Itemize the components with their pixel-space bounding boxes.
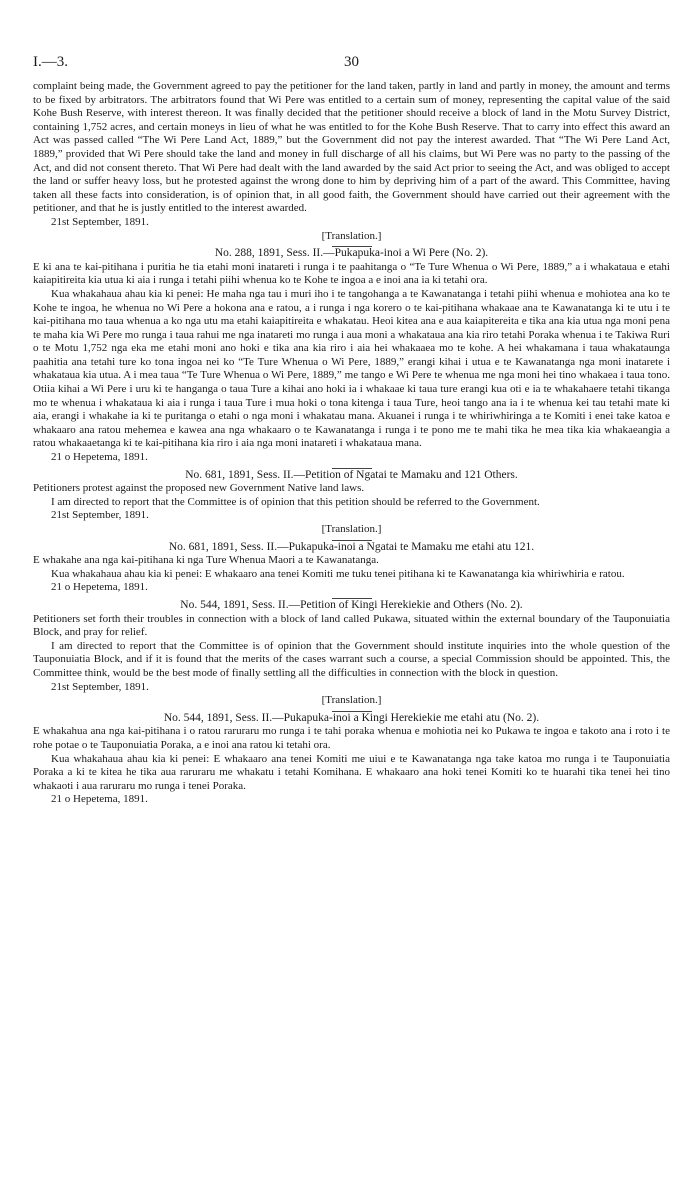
body-paragraph: E whakahe ana nga kai-pitihana ki nga Ture Whenua Maori a te Kawanatanga.	[33, 554, 379, 567]
body-paragraph: complaint being made, the Government agreed to pay the petitioner for the land taken, partly in land and partly in money, the amount and terms to be fixed by arbitrators. The arbitrators found that Wi Pere was entitled to a certain sum of money, representing the capital value of the said Kohe Bush Reserve, with interest thereon. It was finally decided that the petitioner should receive a block of land in the Motu Survey District, containing 1,752 acres, and certain moneys in lieu of what he was entitled to for the Kohe Bush Reserve. That to carry into effect this award an Act was passed called “The Wi Pere Land Act, 1889,” but the Government did not pay the interest awarded. That “The Wi Pere Land Act, 1889,” provided that Wi Pere should take the land and money in full discharge of all his claims, but Wi Pere was no party to the passing of the Act, and did not consent thereto. That Wi Pere had dealt with the land awarded by the said Act prior to seeing the Act, and was obliged to accept the land or suffer heavy loss, but he protested against the wrong done to him by depriving him of a part of the award. This Committee, having taken all these facts into consideration, is of opinion that, in all good faith, the Government should have carried out their agreement with the petitioner, and that he is justly entitled to the interest awarded.	[33, 80, 670, 215]
body-paragraph: Kua whakahaua ahau kia ki penei: E whakaaro ana tenei Komiti me tuku tenei pitihana ki te Kawanatanga kia whiriwhiria e ratou.	[51, 567, 625, 580]
date-line: 21 o Hepetema, 1891.	[51, 581, 148, 594]
section-heading: No. 288, 1891, Sess. II.—Pukapuka-inoi a Wi Pere (No. 2).	[214, 247, 489, 260]
body-paragraph: Petitioners protest against the proposed new Government Native land laws.	[33, 482, 365, 495]
body-paragraph: Kua whakahaua ahau kia ki penei: He maha nga tau i muri iho i te tangohanga a te Kawanatanga i tetahi piihi whenua e mohiotea ana ko te Kohe te ingoa, he whenua no Wi Pere a hokona ana e ratou, a i runga i nga korero o te kai-pitihana whakaae ana te Kawanatanga ki te utu i te kai-pitihana mo taua whenua a ko nga utu ma etahi kaiapitireita e whakatau. Heoi kitea ana e aua kaiapitereita e tika ana kia utua nga moni pena te maha kia Wi Pere mo runga i taua rahui me nga inatareti mo runga i aua moni a whakataua ana kia riro tetahi Poraka whenua i te Takiwa Ruri o te Motu 1,752 nga eka me etahi moni ano hoki e tika ana kia riro i aia hei whakaaea mo te kohe. A hei whakamana i taua whakataunga paahitia ana tetahi ture ko tona ingoa nei ko “Te Ture Whenua o Wi Pere, 1889,” erangi kihai i utua e te Kawanatanga nga moni inatarete i whakataua kia utua. A i mea taua “Te Ture Whenua o Wi Pere, 1889,” me tango e Wi Pere te whenua me nga moni hei tino whakaea i taua tono. Otiia kihai a Wi Pere i uru ki te hanganga o taua Ture a kihai ano hoki ia i whakaae ki taua ture erangi kua oti e ia te whakahaere tetahi tikanga mo te whenua i whakataua ki aia i runga i taua Ture i mua hoki o tona kitenga i taua Ture, heoi tango ana ia i te whenua kei tau tetahi mate ki aia, erangi i whakahe ia ki te puritanga o etahi o nga moni i whakatau mana. Akuanei i runga i te whiriwhiringa a te Komiti i enei take katoa e whakaaro ana ratou mehemea e kawea ana nga whakaaro o te Kawanatanga i runga i te pono me te mahi tika he mea tika kia whakaeangia a ratou whakaaetanga ki te kai-pitihana kia riro i aia nga moni inatareti i whakataua mana.	[33, 287, 670, 450]
date-line: 21st September, 1891.	[51, 215, 149, 228]
section-heading: No. 544, 1891, Sess. II.—Pukapuka-inoi a Kingi Herekiekie me etahi atu (No. 2).	[163, 711, 540, 724]
body-paragraph: Petitioners set forth their troubles in connection with a block of land called Pukawa, situated within the external boundary of the Tauponuiatia Block, and pray for relief.	[33, 612, 670, 639]
date-line: 21st September, 1891.	[51, 680, 149, 693]
section-heading: No. 681, 1891, Sess. II.—Petition of Ngatai te Mamaku and 121 Others.	[185, 468, 518, 481]
section-heading: No. 681, 1891, Sess. II.—Pukapuka-inoi a Ngatai te Mamaku me etahi atu 121.	[168, 540, 535, 553]
body-paragraph: E whakahua ana nga kai-pitihana i o ratou raruraru mo runga i te tahi poraka whenua e mohiotia nei ko Pukawa te ingoa e takoto ana i roto i te rohe potae o te Tauponuiatia Poraka, a e inoi ana ratou ki tetahi ora.	[33, 725, 670, 751]
body-paragraph: I am directed to report that the Committee is of opinion that this petition should be referred to the Government.	[51, 495, 540, 508]
body-paragraph: I am directed to report that the Committee is of opinion that the Government should institute inquiries into the whole question of the Tauponuiatia Block, and if it is found that the merits of the cases warrant such a course, a special Commission should be appointed. This, the Committee think, would be the best mode of finally settling all the difficulties in connection with the block in question.	[33, 639, 670, 679]
body-paragraph: E ki ana te kai-pitihana i puritia he tia etahi moni inatareti i runga i te paahitanga o “Te Ture Whenua o Wi Pere, 1889,” a i whakataua e etahi kaiapitireita kia utua ki aia i runga i tetahi piihi whenua ko te Kohe te ingoa a e inoi ana ia ki tetahi ora.	[33, 260, 670, 287]
date-line: 21st September, 1891.	[51, 509, 149, 522]
translation-label: [Translation.]	[321, 523, 382, 535]
section-heading: No. 544, 1891, Sess. II.—Petition of Kingi Herekiekie and Others (No. 2).	[180, 598, 523, 611]
date-line: 21 o Hepetema, 1891.	[51, 793, 148, 806]
paper-reference: I.—3.	[33, 54, 68, 70]
body-paragraph: Kua whakahaua ahau kia ki penei: E whakaaro ana tenei Komiti me uiui e te Kawanatanga nga take katoa mo runga i te Tauponuiatia Poraka a ki te kitea he tika aua raruraru me whakatu i tetahi Komihana. E whakaaro ana hoki tenei Komiti ko te huarahi tika tenei hei tino whakaoti i aua raruraru mo runga i tenei Poraka.	[33, 752, 670, 792]
document-body	[33, 80, 670, 807]
date-line: 21 o Hepetema, 1891.	[51, 451, 148, 464]
translation-label: [Translation.]	[321, 229, 382, 242]
translation-label: [Translation.]	[321, 694, 382, 707]
page-number: 30	[344, 54, 359, 70]
page-header	[33, 54, 670, 76]
